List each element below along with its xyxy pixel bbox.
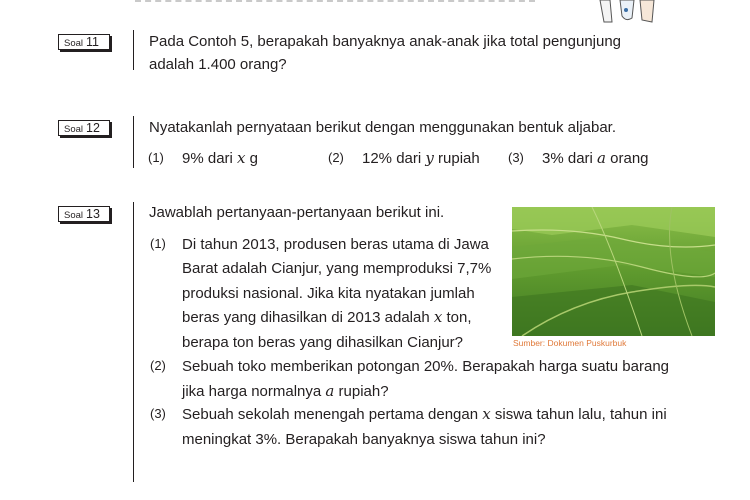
- top-dashed-divider: [135, 0, 535, 2]
- soal-13-q3-line-1-text: Sebuah sekolah menengah pertama dengan: [182, 406, 479, 423]
- soal-13-number: 13: [86, 207, 100, 221]
- soal-12-label: Soal: [64, 124, 84, 135]
- soal-13-q1-line-4: [182, 306, 472, 329]
- soal-12-item-2-number: (2): [328, 150, 344, 165]
- soal-13-q2-line-2: [182, 380, 389, 403]
- soal-13-q1-line-2: Barat adalah Cianjur, yang memproduksi 7,7%: [182, 260, 492, 277]
- soal-13-q1-line-4-end: ton,: [446, 309, 472, 326]
- soal-13-q3-number: (3): [150, 406, 166, 421]
- soal-12-number: 12: [86, 121, 100, 135]
- soal-13-q1-number: (1): [150, 236, 166, 251]
- soal-13-q2-line-2-text: jika harga normalnya: [182, 383, 322, 400]
- soal-11-label: Soal: [64, 38, 84, 49]
- soal-13-q1-line-3: produksi nasional. Jika kita nyatakan jumlah: [182, 285, 475, 302]
- soal-12-prompt: Nyatakanlah pernyataan berikut dengan menggunakan bentuk aljabar.: [149, 119, 617, 136]
- soal-13-q1-variable: x: [433, 308, 443, 326]
- soal-12-badge: [58, 120, 110, 136]
- soal-13-q2-variable: a: [325, 382, 335, 400]
- soal-13-q2-number: (2): [150, 358, 166, 373]
- soal-12-item-1: [182, 147, 258, 170]
- soal-13-q1-line-4-text: beras yang dihasilkan di 2013 adalah: [182, 309, 430, 326]
- soal-12-item-2-text: 12% dari: [362, 150, 422, 167]
- soal-12-item-3-text: 3% dari: [542, 150, 593, 167]
- soal-13-q1-line-1: Di tahun 2013, produsen beras utama di Jawa: [182, 236, 489, 253]
- soal-12-item-1-text: 9% dari: [182, 150, 233, 167]
- soal-12-item-2-variable: y: [425, 149, 434, 167]
- soal-13-prompt: Jawablah pertanyaan-pertanyaan berikut ini.: [149, 204, 445, 221]
- soal-11-number: 11: [86, 35, 99, 49]
- soal-12-item-1-variable: x: [237, 149, 246, 167]
- soal-12-item-3-unit: orang: [610, 150, 649, 167]
- soal-12-item-2: [362, 147, 480, 170]
- soal-12-item-1-unit: g: [249, 150, 259, 167]
- soal-11-rule: [133, 30, 134, 70]
- soal-13-q1-line-5: berapa ton beras yang dihasilkan Cianjur?: [182, 334, 464, 351]
- soal-11-badge: [58, 34, 110, 50]
- soal-12-item-3-number: (3): [508, 150, 524, 165]
- soal-13-q3-line-1: [182, 403, 667, 426]
- soal-11-line-2: adalah 1.400 orang?: [149, 56, 287, 73]
- character-illustration-icon: [592, 0, 662, 24]
- soal-13-label: Soal: [64, 210, 84, 221]
- soal-13-q3-line-1-end: siswa tahun lalu, tahun ini: [494, 406, 667, 423]
- soal-12-item-3: [542, 147, 649, 170]
- soal-13-q3-variable: x: [482, 405, 491, 423]
- soal-13-q3-line-2: meningkat 3%. Berapakah banyaknya siswa tahun ini?: [182, 431, 546, 448]
- rice-field-photo: [512, 207, 715, 336]
- soal-13-q2-line-1: Sebuah toko memberikan potongan 20%. Berapakah harga suatu barang: [182, 358, 670, 375]
- soal-12-item-2-unit: rupiah: [438, 150, 480, 167]
- photo-credit: Sumber: Dokumen Puskurbuk: [513, 338, 627, 348]
- soal-12-item-1-number: (1): [148, 150, 164, 165]
- soal-12-item-3-variable: a: [597, 149, 606, 167]
- soal-13-rule: [133, 202, 134, 482]
- soal-11-line-1: Pada Contoh 5, berapakah banyaknya anak-anak jika total pengunjung: [149, 33, 622, 50]
- soal-12-rule: [133, 116, 134, 168]
- soal-13-q2-line-2-end: rupiah?: [338, 383, 389, 400]
- soal-13-badge: [58, 206, 110, 222]
